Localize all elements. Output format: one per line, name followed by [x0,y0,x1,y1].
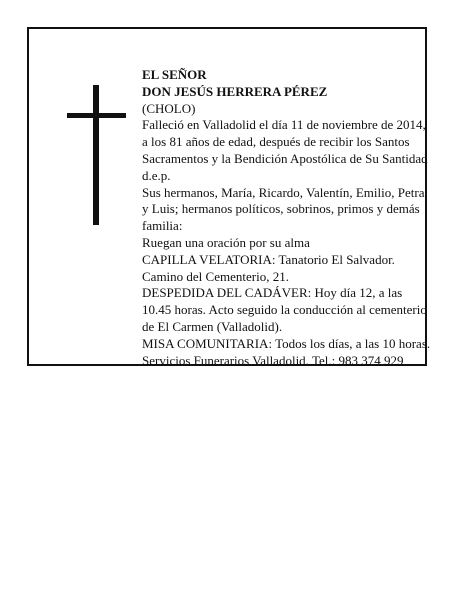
body-line: y Luis; hermanos políticos, sobrinos, primos y demás [142,201,420,217]
body-line: Camino del Cementerio, 21. [142,268,289,284]
body-line: de El Carmen (Valladolid). [142,318,283,334]
body-line: 10.45 horas. Acto seguido la conducción al cementerio [142,302,427,318]
body-line: Sacramentos y la Bendición Apostólica de Su Santidad [142,150,428,166]
deceased-name: DON JESÚS HERRERA PÉREZ [142,83,328,99]
nickname: (CHOLO) [142,100,196,116]
cross-icon [93,85,99,225]
body-line: Sus hermanos, María, Ricardo, Valentín, Emilio, Petra [142,184,425,200]
body-line: MISA COMUNITARIA: Todos los días, a las 10 horas. [142,335,431,351]
body-line: Falleció en Valladolid el día 11 de noviembre de 2014, [142,117,426,133]
body-line: Ruegan una oración por su alma [142,234,310,250]
body-line: DESPEDIDA DEL CADÁVER: Hoy día 12, a las [142,285,403,301]
body-line: d.e.p. [142,167,171,183]
body-line: CAPILLA VELATORIA: Tanatorio El Salvador. [142,251,395,267]
notice-text [142,67,454,369]
obituary-notice [27,27,431,368]
body-line: a los 81 años de edad, después de recibir los Santos [142,134,410,150]
body-line: Servicios Funerarios Valladolid. Tel.: 983 374 929 [142,352,404,368]
body-line: familia: [142,218,183,234]
title-line-1: EL SEÑOR [142,67,207,82]
cross-icon-arm [67,113,126,118]
